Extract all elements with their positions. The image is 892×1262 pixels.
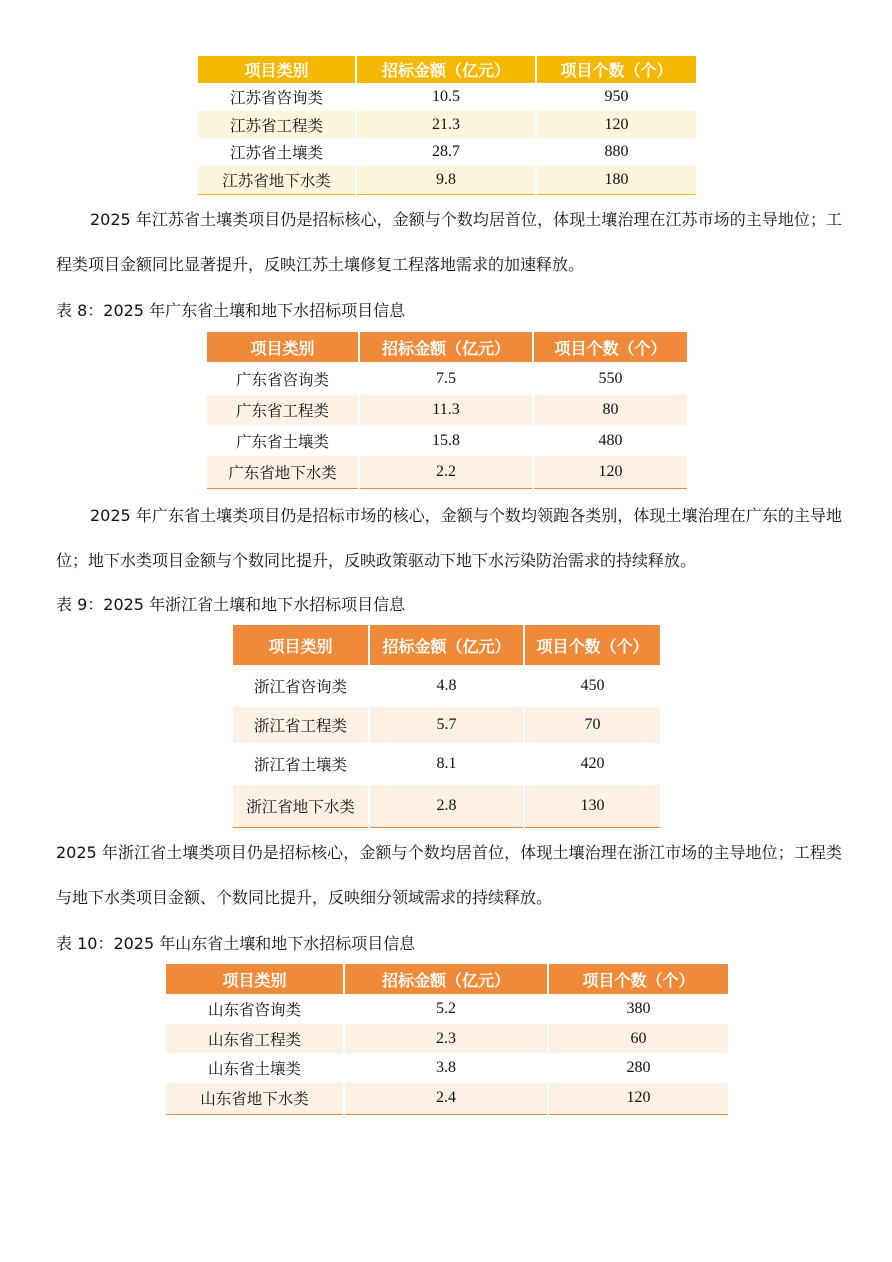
cell-amount: 2.3 [344, 1024, 548, 1053]
shandong-table [166, 964, 728, 1115]
cell-amount: 2.2 [359, 456, 533, 488]
header-amount: 招标金额（亿元） [369, 625, 524, 665]
cell-amount: 4.8 [369, 665, 524, 707]
cell-count: 950 [604, 88, 629, 105]
cell-count: 880 [604, 143, 629, 160]
cell-amount: 11.3 [359, 395, 533, 425]
cell-count: 120 [533, 456, 687, 488]
cell-category: 浙江省工程类 [233, 707, 369, 743]
table-row [166, 1083, 728, 1114]
table-header-row [207, 332, 687, 362]
header-count: 项目个数（个） [548, 964, 728, 994]
table-row [207, 425, 687, 456]
table-row [198, 138, 696, 166]
table-header-row [166, 964, 728, 994]
paragraph-zhejiang: 2025 年浙江省土壤类项目仍是招标核心，金额与个数均居首位，体现土壤治理在浙江市场的主导地位；工程类与地下水类项目金额、个数同比提升，反映细分领域需求的持续释放。 [56, 843, 842, 907]
table-row [207, 362, 687, 395]
cell-category: 江苏省咨询类 [198, 83, 356, 111]
cell-count: 480 [598, 431, 623, 449]
cell-count: 380 [626, 1000, 651, 1017]
cell-count: 450 [580, 677, 605, 694]
cell-category: 广东省咨询类 [207, 362, 359, 395]
header-category: 项目类别 [207, 332, 359, 362]
cell-category: 山东省工程类 [166, 1024, 344, 1053]
cell-category: 江苏省工程类 [198, 111, 356, 138]
cell-count: 550 [598, 369, 623, 387]
cell-count: 420 [580, 755, 605, 772]
table-row [233, 785, 660, 827]
cell-amount: 10.5 [356, 83, 536, 111]
cell-category: 江苏省土壤类 [198, 138, 356, 166]
header-category: 项目类别 [166, 964, 344, 994]
cell-amount: 7.5 [359, 362, 533, 395]
guangdong-table [207, 332, 687, 489]
table-header-row [233, 625, 660, 665]
cell-category: 江苏省地下水类 [198, 166, 356, 194]
header-amount: 招标金额（亿元） [344, 964, 548, 994]
cell-count: 130 [524, 785, 660, 827]
zhejiang-table [233, 625, 660, 828]
cell-amount: 21.3 [356, 111, 536, 138]
cell-amount: 8.1 [369, 743, 524, 785]
cell-category: 山东省咨询类 [166, 994, 344, 1024]
cell-amount: 5.7 [369, 707, 524, 743]
table-row [166, 1053, 728, 1083]
cell-amount: 3.8 [344, 1053, 548, 1083]
paragraph-guangdong: 2025 年广东省土壤类项目仍是招标市场的核心，金额与个数均领跑各类别，体现土壤治理在广东的主导地位；地下水类项目金额与个数同比提升，反映政策驱动下地下水污染防治需求的持续释放。 [56, 506, 842, 570]
table-row [207, 395, 687, 425]
cell-category: 山东省地下水类 [166, 1083, 344, 1114]
cell-amount: 9.8 [356, 166, 536, 194]
header-count: 项目个数（个） [533, 332, 687, 362]
table-row [233, 665, 660, 707]
cell-category: 浙江省咨询类 [233, 665, 369, 707]
header-category: 项目类别 [198, 56, 356, 83]
table-row [233, 743, 660, 785]
table-caption-zhejiang: 表 9：2025 年浙江省土壤和地下水招标项目信息 [56, 595, 406, 614]
paragraph-jiangsu: 2025 年江苏省土壤类项目仍是招标核心，金额与个数均居首位，体现土壤治理在江苏市场的主导地位；工程类项目金额同比显著提升，反映江苏土壤修复工程落地需求的加速释放。 [56, 210, 842, 274]
cell-category: 广东省地下水类 [207, 456, 359, 488]
table-caption-guangdong: 表 8：2025 年广东省土壤和地下水招标项目信息 [56, 301, 406, 320]
cell-category: 浙江省地下水类 [233, 785, 369, 827]
table-row [233, 707, 660, 743]
cell-count: 60 [548, 1024, 728, 1053]
header-count: 项目个数（个） [536, 56, 696, 83]
cell-amount: 2.8 [369, 785, 524, 827]
cell-category: 浙江省土壤类 [233, 743, 369, 785]
header-count: 项目个数（个） [524, 625, 660, 665]
table-caption-shandong: 表 10：2025 年山东省土壤和地下水招标项目信息 [56, 934, 416, 953]
table-row [198, 83, 696, 111]
header-category: 项目类别 [233, 625, 369, 665]
cell-category: 山东省土壤类 [166, 1053, 344, 1083]
cell-count: 280 [626, 1059, 651, 1076]
header-amount: 招标金额（亿元） [359, 332, 533, 362]
cell-category: 广东省土壤类 [207, 425, 359, 456]
table-row [207, 456, 687, 488]
cell-count: 120 [548, 1083, 728, 1114]
cell-count: 180 [536, 166, 696, 194]
cell-category: 广东省工程类 [207, 395, 359, 425]
table-row [198, 111, 696, 138]
cell-count: 80 [533, 395, 687, 425]
header-amount: 招标金额（亿元） [356, 56, 536, 83]
table-row [198, 166, 696, 194]
cell-amount: 5.2 [344, 994, 548, 1024]
cell-count: 120 [536, 111, 696, 138]
cell-amount: 2.4 [344, 1083, 548, 1114]
cell-amount: 28.7 [356, 138, 536, 166]
table-row [166, 1024, 728, 1053]
table-row [166, 994, 728, 1024]
cell-amount: 15.8 [359, 425, 533, 456]
jiangsu-table [198, 56, 696, 195]
table-header-row [198, 56, 696, 83]
cell-count: 70 [524, 707, 660, 743]
